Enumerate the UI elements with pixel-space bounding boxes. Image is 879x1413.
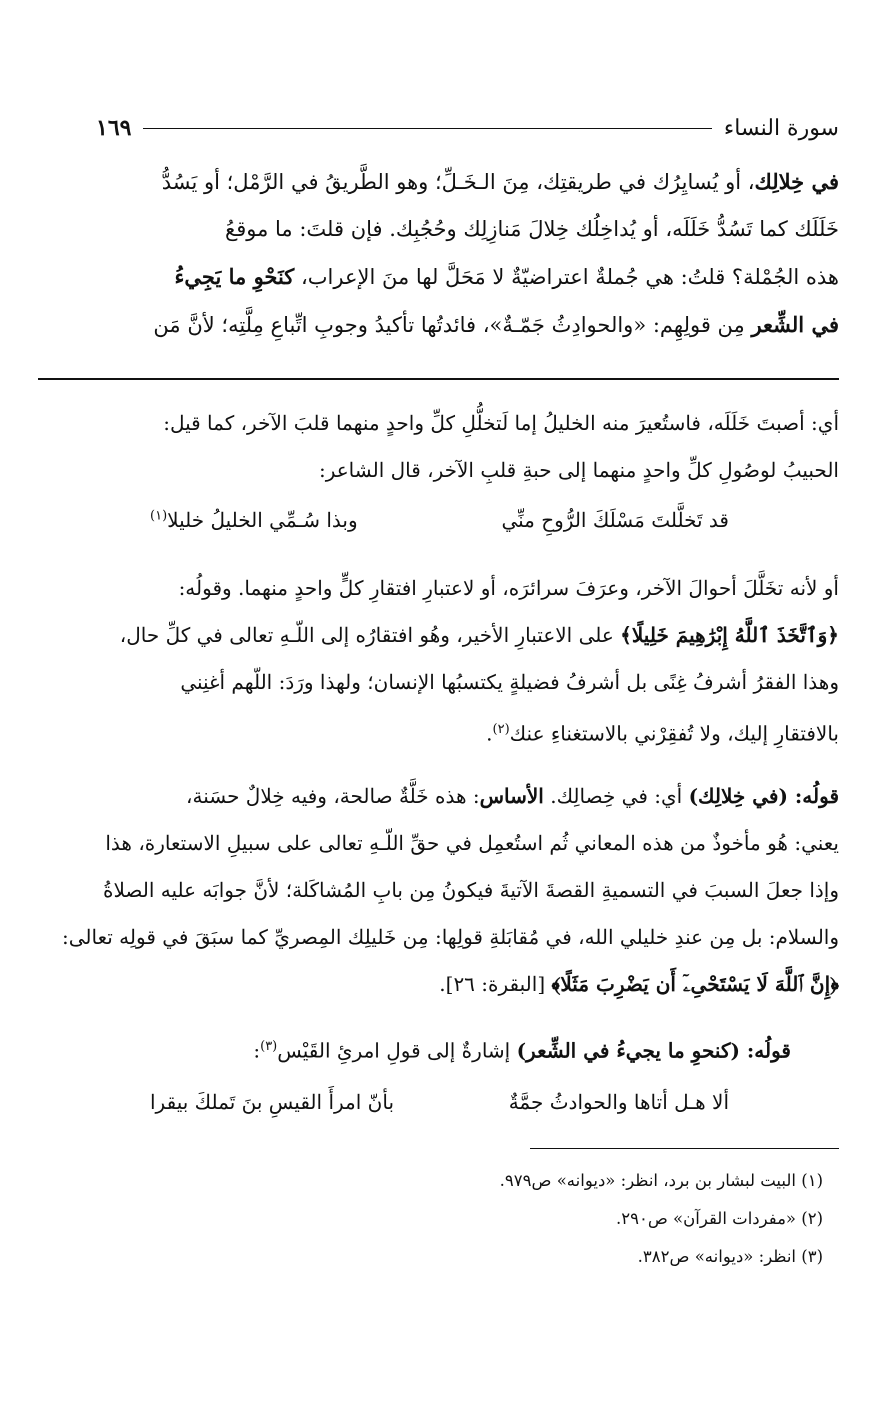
verse-1 bbox=[150, 508, 729, 532]
verse-hemistich-right: قد تَخلَّلتَ مَسْلَكَ الرُّوحِ منِّي bbox=[501, 508, 729, 532]
source-name: الأساس bbox=[479, 784, 544, 808]
verse-hemistich-left: وبذا سُـمِّي الخليلُ خليلا$^{(١)}$ bbox=[150, 508, 358, 532]
lemma: قولُه: (في خِلالِك) bbox=[688, 784, 839, 808]
footnote: (٣) انظر: «ديوانه» ص٣٨٢. bbox=[637, 1247, 823, 1266]
main-line: في خِلالِك، أو يُسايِرُك في طريقتِك، مِنَ الـخَـلِّ؛ وهو الطَّريقُ في الرَّمْل؛ أو يَسُدُّ bbox=[161, 169, 839, 194]
footnote: (١) البيت لبشار بن برد، انظر: «ديوانه» ص٩٧٩. bbox=[499, 1171, 823, 1190]
commentary-paragraph-1 bbox=[40, 400, 839, 494]
commentary-line: أو لأنه تخَلَّلَ أحوالَ الآخر، وعرَفَ سرائرَه، أو لاعتبارِ افتقارِ كلٍّ واحدٍ منهما. وقولُه: bbox=[178, 576, 839, 600]
commentary-line: أي: أصبتَ خَلَلَه، فاستُعيرَ منه الخليلُ إما لَتخلُّلِ كلِّ واحدٍ منهما قلبَ الآخر، كما قيل: bbox=[163, 411, 839, 435]
commentary-line: والسلام: بل مِن عندِ خليلي الله، في مُقابَلةِ قولِها: مِن خَليلِك المِصريِّ كما سبَقَ في قولِه تعالى: bbox=[62, 925, 839, 949]
running-head bbox=[96, 108, 839, 148]
main-text bbox=[40, 158, 839, 349]
commentary-line: وإذا جعلَ السببَ في التسميةِ القصةَ الآتيةَ فيكونُ مِن بابِ المُشاكَلة؛ لأنَّ جوابَه عليه الصلاةُ bbox=[102, 878, 839, 902]
quran-quote: ﴿وَٱتَّخَذَ ٱللَّهُ إِبْرَٰهِيمَ خَلِيلًا﴾ bbox=[620, 623, 839, 647]
footnote-marker: (١) bbox=[150, 508, 168, 524]
commentary-line: قولُه: (في خِلالِك) أي: في خِصالِك. الأساس: هذه خَلَّةٌ صالحة، وفيه خِلالٌ حسَنة، bbox=[186, 784, 839, 808]
commentary-line: ﴿إِنَّ ٱللَّهَ لَا يَسْتَحْىِۦٓ أَن يَضْرِبَ مَثَلًا﴾ [البقرة: ٢٦]. bbox=[439, 972, 839, 996]
commentary-line: ﴿وَٱتَّخَذَ ٱللَّهُ إِبْرَٰهِيمَ خَلِيلًا﴾ على الاعتبارِ الأخير، وهُو افتقارُه إلى اللّـهِ تعالى في كلِّ حال، bbox=[119, 623, 839, 647]
keyword: في الشِّعر bbox=[751, 312, 839, 337]
keyword: كنَحْوِ ما يَجِيءُ bbox=[174, 264, 295, 289]
lemma: قولُه: (كنحوِ ما يجيءُ في الشِّعر) bbox=[516, 1038, 791, 1063]
main-line: خَلَلَك كما تَسُدُّ خَلَلَه، أو يُداخِلُك خِلالَ مَنازِلِك وحُجُبِك. فإن قلتَ: ما موقعُ bbox=[225, 217, 839, 241]
verse-2 bbox=[150, 1090, 729, 1114]
footnote-divider bbox=[530, 1148, 839, 1149]
commentary-line: الحبيبُ لوصُولِ كلِّ واحدٍ منهما إلى حبةِ قلبِ الآخر، قال الشاعر: bbox=[318, 458, 839, 482]
keyword: في خِلالِك bbox=[754, 169, 839, 194]
commentary-line: بالافتقارِ إليك، ولا تُفقِرْني بالاستغناءِ عنك$^{(٢)}$. bbox=[486, 721, 839, 746]
verse-hemistich-right: ألا هـل أتاها والحوادثُ جمَّةٌ bbox=[508, 1090, 729, 1114]
commentary-paragraph-4 bbox=[40, 1023, 791, 1075]
commentary-line: قولُه: (كنحوِ ما يجيءُ في الشِّعر) إشارةٌ إلى قولِ امرئِ القَيْس$^{(٣)}$: bbox=[253, 1038, 791, 1063]
commentary-paragraph-2 bbox=[40, 565, 839, 758]
footnote-marker: (٢) bbox=[492, 722, 510, 737]
commentary-line: وهذا الفقرُ أشرفُ غِنًى بل أشرفُ فضيلةٍ يكتسبُها الإنسان؛ ولهذا ورَدَ: اللّهم أغنِني bbox=[180, 670, 839, 694]
commentary-line: يعني: هُو مأخوذٌ من هذه المعاني ثُم استُعمِل في حقِّ اللّـهِ تعالى على سبيلِ الاستعارة، هذا bbox=[105, 831, 839, 855]
main-line: في الشِّعر مِن قولِهِم: «والحوادِثُ جَمّـةٌ»، فائدتُها تأكيدُ وجوبِ اتِّباعِ مِلَّتِه؛ لأنَّ مَن bbox=[153, 312, 839, 337]
footnotes bbox=[40, 1162, 823, 1276]
footnote-marker: (٣) bbox=[260, 1039, 278, 1054]
surah-title: سورة النساء bbox=[723, 115, 839, 141]
quran-quote: ﴿إِنَّ ٱللَّهَ لَا يَسْتَحْىِۦٓ أَن يَضْرِبَ مَثَلًا﴾ bbox=[551, 972, 839, 996]
main-commentary-divider bbox=[38, 378, 839, 380]
main-line: هذه الجُمْلة؟ قلتُ: هي جُملةٌ اعتراضيّةٌ لا مَحَلَّ لها منَ الإعراب، كنَحْوِ ما يَجِيءُ bbox=[174, 264, 839, 289]
header-rule bbox=[143, 128, 711, 129]
page-number: ١٦٩ bbox=[96, 115, 132, 141]
commentary-paragraph-3 bbox=[40, 773, 839, 1008]
footnote: (٢) «مفردات القرآن» ص٢٩٠. bbox=[616, 1209, 823, 1228]
verse-hemistich-left: بأنّ امرأَ القيسِ بنَ تَملكَ بيقرا bbox=[150, 1090, 395, 1114]
